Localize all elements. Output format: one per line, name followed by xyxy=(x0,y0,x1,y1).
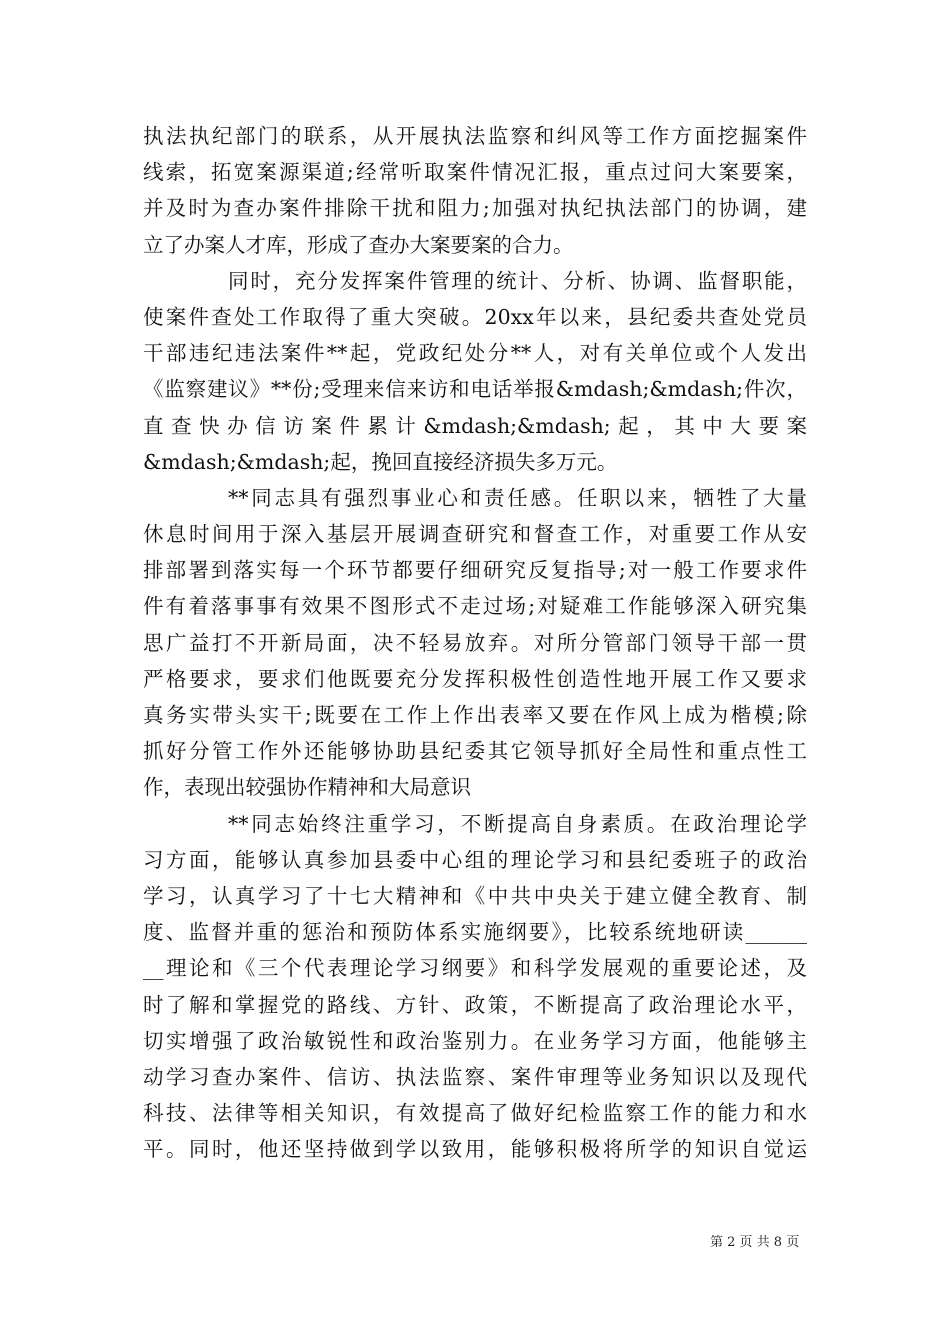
text-line: 平。同时，他还坚持做到学以致用，能够积极将所学的知识自觉运 xyxy=(143,1137,807,1162)
text-line: 并及时为查办案件排除干扰和阻力;加强对执纪执法部门的协调，建 xyxy=(143,196,807,221)
text-line: 件有着落事事有效果不图形式不走过场;对疑难工作能够深入研究集 xyxy=(143,594,807,619)
text-line: 思广益打不开新局面，决不轻易放弃。对所分管部门领导干部一贯 xyxy=(143,630,807,655)
text-line: 习方面，能够认真参加县委中心组的理论学习和县纪委班子的政治 xyxy=(143,847,807,872)
text-line: 学习，认真学习了十七大精神和《中共中央关于建立健全教育、制 xyxy=(143,883,807,908)
text-line: 《监察建议》**份;受理来信来访和电话举报&mdash;&mdash;件次， xyxy=(143,377,807,402)
text-line: 严格要求，要求们他既要充分发挥积极性创造性地开展工作又要求 xyxy=(143,666,807,691)
text-line: 抓好分管工作外还能够协助县纪委其它领导抓好全局性和重点性工 xyxy=(143,739,807,764)
text-line: 线索，拓宽案源渠道;经常听取案件情况汇报，重点过问大案要案， xyxy=(143,160,807,185)
document-body xyxy=(143,118,807,1167)
text-line: 干部违纪违法案件**起，党政纪处分**人，对有关单位或个人发出 xyxy=(143,341,807,366)
text-line: 作，表现出较强协作精神和大局意识 xyxy=(143,775,471,800)
text-line: 休息时间用于深入基层开展调查研究和督查工作，对重要工作从安 xyxy=(143,522,807,547)
text-line: __理论和《三个代表理论学习纲要》和科学发展观的重要论述，及 xyxy=(143,956,807,981)
text-line: 执法执纪部门的联系，从开展执法监察和纠风等工作方面挖掘案件 xyxy=(143,124,807,148)
text-line: &mdash;&mdash;起，挽回直接经济损失多万元。 xyxy=(143,449,618,474)
text-line: 排部署到落实每一个环节都要仔细研究反复指导;对一般工作要求件 xyxy=(143,558,807,583)
text-line: 动学习查办案件、信访、执法监察、案件审理等业务知识以及现代 xyxy=(143,1064,807,1089)
text-line: 科技、法律等相关知识，有效提高了做好纪检监察工作的能力和水 xyxy=(143,1101,807,1126)
text-line: 时了解和掌握党的路线、方针、政策，不断提高了政治理论水平， xyxy=(143,992,807,1017)
page-number: 第 2 页 共 8 页 xyxy=(710,1235,800,1250)
paragraph-first-line: **同志始终注重学习，不断提高自身素质。在政治理论学 xyxy=(228,811,807,836)
text-line: 真务实带头实干;既要在工作上作出表率又要在作风上成为楷模;除 xyxy=(143,703,807,727)
paragraph-first-line: **同志具有强烈事业心和责任感。任职以来，牺牲了大量 xyxy=(228,485,807,510)
text-line: 度、监督并重的惩治和预防体系实施纲要》，比较系统地研读______ xyxy=(143,920,807,945)
text-line: 立了办案人才库，形成了查办大案要案的合力。 xyxy=(143,232,574,257)
text-line: 直查快办信访案件累计&mdash;&mdash;起，其中大要案 xyxy=(143,413,807,438)
paragraph-first-line: 同时，充分发挥案件管理的统计、分析、协调、监督职能， xyxy=(228,268,807,293)
text-line: 切实增强了政治敏锐性和政治鉴别力。在业务学习方面，他能够主 xyxy=(143,1028,807,1053)
text-line: 使案件查处工作取得了重大突破。20xx年以来，县纪委共查处党员 xyxy=(143,304,807,329)
